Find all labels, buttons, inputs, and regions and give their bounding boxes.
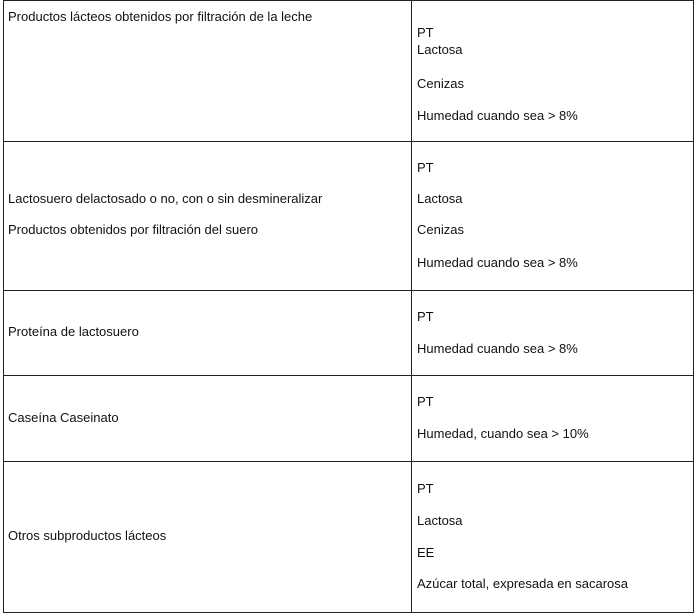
parameter-item: EE — [417, 545, 435, 560]
product-name: Productos obtenidos por filtración del suero — [8, 222, 259, 237]
product-cell — [4, 291, 412, 376]
parameter-item: Humedad cuando sea > 8% — [417, 108, 578, 123]
dairy-products-table — [3, 0, 694, 613]
parameter-item: Lactosa — [417, 191, 463, 206]
parameters-cell — [412, 142, 694, 291]
product-name: Proteína de lactosuero — [8, 324, 139, 339]
product-name: Lactosuero delactosado o no, con o sin desmineralizar — [8, 191, 323, 206]
table-row — [4, 291, 694, 376]
product-name: Caseína Caseinato — [8, 410, 119, 425]
product-cell — [4, 1, 412, 142]
table-row — [4, 462, 694, 613]
parameters-cell — [412, 291, 694, 376]
table-row — [4, 1, 694, 142]
parameter-item: Humedad cuando sea > 8% — [417, 341, 578, 356]
table-row — [4, 376, 694, 462]
parameter-item: Cenizas — [417, 76, 464, 91]
product-name: Otros subproductos lácteos — [8, 528, 167, 543]
parameter-item: Lactosa — [417, 513, 463, 528]
parameters-cell — [412, 462, 694, 613]
parameter-item: Humedad, cuando sea > 10% — [417, 426, 589, 441]
parameter-item: PT — [417, 309, 434, 324]
parameters-cell — [412, 1, 694, 142]
table-row — [4, 142, 694, 291]
parameter-item: Azúcar total, expresada en sacarosa — [417, 576, 629, 591]
parameter-item: Humedad cuando sea > 8% — [417, 255, 578, 270]
parameters-cell — [412, 376, 694, 462]
product-cell — [4, 142, 412, 291]
product-cell — [4, 376, 412, 462]
parameter-item: Lactosa — [417, 42, 463, 57]
product-name: Productos lácteos obtenidos por filtración de la leche — [8, 9, 313, 24]
parameter-item: PT — [417, 25, 434, 40]
parameter-item: Cenizas — [417, 222, 464, 237]
parameter-item: PT — [417, 160, 434, 175]
product-cell — [4, 462, 412, 613]
parameter-item: PT — [417, 394, 434, 409]
parameter-item: PT — [417, 481, 434, 496]
